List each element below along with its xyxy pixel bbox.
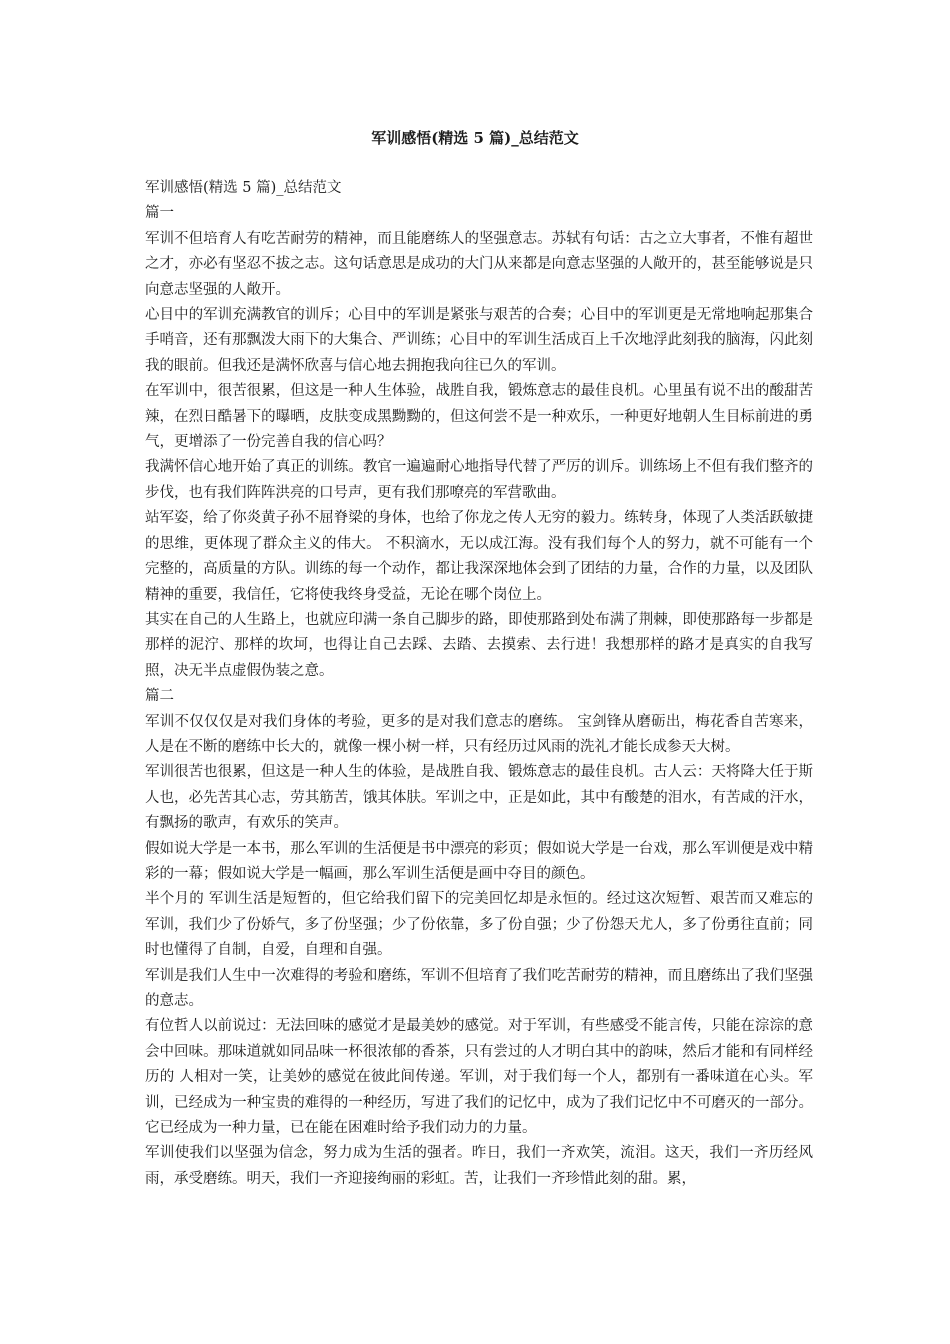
paragraph: 军训使我们以坚强为信念，努力成为生活的强者。昨日，我们一齐欢笑，流泪。这天，我们一齐历经风雨，承受磨练。明天，我们一齐迎接绚丽的彩虹。苦，让我们一齐珍惜此刻的甜。累， bbox=[145, 1145, 813, 1187]
paragraph: 军训不但培育人有吃苦耐劳的精神，而且能磨练人的坚强意志。苏轼有句话：古之立大事者，不惟有超世之才，亦必有坚忍不拔之志。这句话意思是成功的大门从来都是向意志坚强的人敞开的，甚至能够说是只向意志坚强的人敞开。 bbox=[145, 230, 813, 298]
paragraph: 在军训中，很苦很累，但这是一种人生体验，战胜自我，锻炼意志的最佳良机。心里虽有说不出的酸甜苦辣，在烈日酷暑下的曝晒，皮肤变成黑黝黝的，但这何尝不是一种欢乐，一种更好地朝人生目标前进的勇气，更增添了一份完善自我的信心吗？ bbox=[145, 383, 813, 451]
document-title: 军训感悟(精选 5 篇)_总结范文 bbox=[371, 129, 579, 147]
section-heading-2: 篇二 bbox=[145, 688, 174, 705]
paragraph: 我满怀信心地开始了真正的训练。教官一遍遍耐心地指导代替了严厉的训斥。训练场上不但有我们整齐的步伐，也有我们阵阵洪亮的口号声，更有我们那嘹亮的军营歌曲。 bbox=[145, 459, 813, 501]
paragraph: 假如说大学是一本书，那么军训的生活便是书中漂亮的彩页；假如说大学是一台戏，那么军训便是戏中精彩的一幕；假如说大学是一幅画，那么军训生活便是画中夺目的颜色。 bbox=[145, 840, 813, 882]
paragraph: 心目中的军训充满教官的训斥；心目中的军训是紧张与艰苦的合奏；心目中的军训更是无常地响起那集合手哨音，还有那飘泼大雨下的大集合、严训练；心目中的军训生活成百上千次地浮此刻我的脑海，闪此刻我的眼前。但我还是满怀欣喜与信心地去拥抱我向往已久的军训。 bbox=[145, 307, 813, 374]
paragraph: 有位哲人以前说过：无法回味的感觉才是最美妙的感觉。对于军训，有些感受不能言传，只能在淙淙的意会中回味。那味道就如同品味一杯很浓郁的香茶，只有尝过的人才明白其中的韵味，然后才能和有同样经历的 人相对一笑，让美妙的感觉在彼此间传递。军训，对于我们每一个人，都别有一番味道在心头。军训，已经成为一种宝贵的难得的一种经历，写进了我们的记忆中，成为了我们记忆中不可磨灭的一部分。它已经成为一种力量，已在能在困难时给予我们动力的力量。 bbox=[145, 1018, 813, 1137]
paragraph-subtitle: 军训感悟(精选 5 篇)_总结范文 bbox=[145, 180, 342, 196]
paragraph: 军训是我们人生中一次难得的考验和磨练，军训不但培育了我们吃苦耐劳的精神，而且磨练出了我们坚强的意志。 bbox=[145, 967, 813, 1009]
paragraph: 其实在自己的人生路上，也就应印满一条自己脚步的路，即使那路到处布满了荆棘，即使那路每一步都是那样的泥泞、那样的坎坷，也得让自己去踩、去踏、去摸索、去行进！我想那样的路才是真实的自我写照，决无半点虚假伪装之意。 bbox=[145, 611, 813, 679]
paragraph: 半个月的 军训生活是短暂的，但它给我们留下的完美回忆却是永恒的。经过这次短暂、艰苦而又难忘的军训，我们少了份娇气，多了份坚强；少了份依靠，多了份自强；少了份怨天尤人，多了份勇往直前；同时也懂得了自制，自爱，自理和自强。 bbox=[145, 891, 813, 959]
section-heading-1: 篇一 bbox=[145, 205, 174, 222]
paragraph: 军训很苦也很累，但这是一种人生的体验，是战胜自我、锻炼意志的最佳良机。古人云：天将降大任于斯人也，必先苦其心志，劳其筋苦，饿其体肤。军训之中，正是如此，其中有酸楚的泪水，有苦咸的汗水，有飘扬的歌声，有欢乐的笑声。 bbox=[145, 764, 813, 832]
document-body bbox=[145, 176, 813, 1192]
paragraph: 军训不仅仅仅是对我们身体的考验，更多的是对我们意志的磨练。 宝剑锋从磨砺出，梅花香自苦寒来，人是在不断的磨练中长大的，就像一棵小树一样，只有经历过风雨的洗礼才能长成参天大树。 bbox=[145, 713, 813, 755]
paragraph: 站军姿，给了你炎黄子孙不屈脊梁的身体，也给了你龙之传人无穷的毅力。练转身，体现了人类活跃敏捷的思维，更体现了群众主义的伟大。 不积滴水，无以成江海。没有我们每个人的努力，就不可能有一个完整的，高质量的方队。训练的每一个动作，都让我深深地体会到了团结的力量，合作的力量，以及团队精神的重要，我信任，它将使我终身受益，无论在哪个岗位上。 bbox=[145, 510, 813, 603]
